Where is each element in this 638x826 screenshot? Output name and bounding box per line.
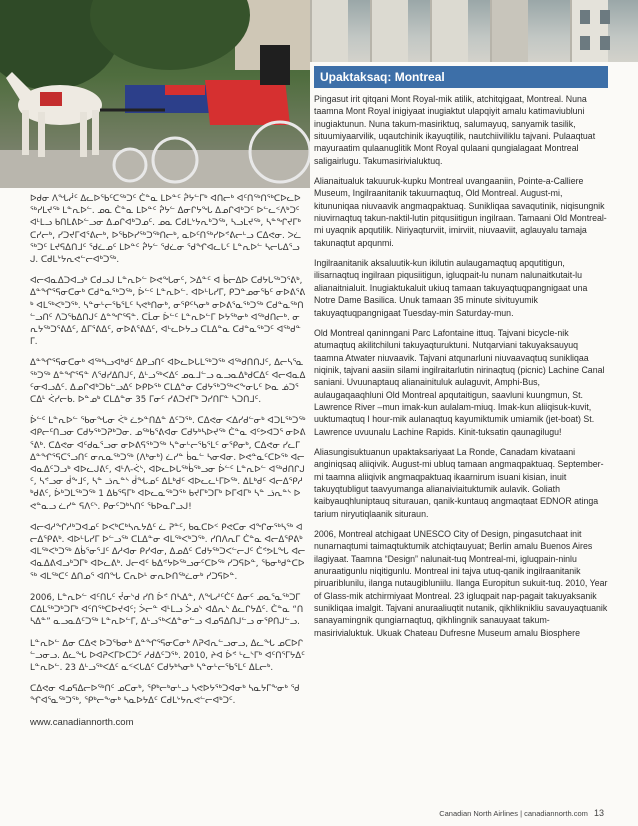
page-number: 13: [593, 808, 604, 818]
article-paragraph: Old Montreal qaninngani Parc Lafontaine ittuq. Tajvani bicycle-nik atumaqtuq akilitchiluni takuyaqturuktuni. Nutqarviani takuyaksauyuq taamna Atwater niuvaavik. Tajvani atqunarluni niuvaavaqtuq sunikliqaa niqinik, tajvani aasiin silami ingilraitarlutin nirinaqtuq (picnic) Lachine Canal saniani. Uvuunaptauq alianainituluk aulaguvit, Amphi-Bus, aulaugaqaaqhluni Old Montreal apqutaitigun, saavluni kuungmun, St. Lawrence River –mun imak-kun aulalam-miuq. Imak-kun aliiqisuk-kuvit, uuktumaqtuq I hour-mik aulanaqtuq kayumiktumik umiamik (jet-boat) St. Lawrence uvuunalu Lachine Rapids. Kinit-tuksatin qaunagilugu!: [314, 327, 605, 437]
page-footer: [439, 808, 604, 818]
syllabics-paragraph: ᐊᓕᐊᓱᖏᓱᒃᑐᐊᓄᑦ ᐅᐸᒃᑕᒃᓴᕆᔭᐃᑦ ᓛ ᕈᓐᑦ, ᑲᓇᑕᐅᑉ ᑭᕙᑕᓂ ᐊᖏᓂᖅᓴᖅ ᐊᓕᐃᕿᕕᒃ. ᐊᐅᒡᒐᓯᒥ ᐅᓪᓗᖅ ᑕᒪᐃᓐᓂ ᐊᒪᖅᐸᒃᑐᖅ. ᓯᑎᐱᕆᒥ ᑖᓐᓇ ᐊᓕᐃᕿᕕᒃ ᐊᒪᖅᐸᒃᑐᖅ ᐃᑳᕐᓂᕐᒧᑦ ᐃᓱᐊᓂ ᑭᓯᐊᓂ, ᐃᓄᐃᑦ ᑕᑯᔭᖅᑐᐸᓪᓕᒍᑦ ᑖᕝᕗᒪᖓ ᐊᓕᐊᓇᐃᕕᐊᓗᒃᑐᒥᒃ ᐊᐅᓚᕕᒃ. ᒍᓕᐊᑦ ᑲᐃᕝᔭᐅᖅᓗᓂᑦᑕᐅᖅ ᓯᑐᕋᐅᓐ, ᖃᓂᒃᑯᓐᑕᐅᖅ ᐊᒪᖅᑕᑦ ᐃᑎᓄᕐ ᐊᑎᖓ ᑕᕆᐅᒻ ᓂᕆᐅᑎᖅᓛᓂᒃ ᓯᑐᕋᐅᓐ.: [30, 522, 306, 582]
syllabics-paragraph: ᑕᐃᕙᓂ ᐊᓄᕋᐃᓕᐅᖅᑎᑦ ᓄᑕᓂᒃ, ᕿᒃᓕᒃᓂᒡᓗ ᓴᕙᐅᔭᖅᑐᐊᓂᒃ ᓴᓇᔭᒥᖕᓂᒃ ᖁᖏᐊᕐᓇᖅᑐᖅ, ᕿᒃᓕᖕᓂᒃ ᓴᓇᐅᔭᐃᑦ ᑕᑯᒪᔾᔭᕆᕙᓪᓕᐊᒃᑐᑦ.: [30, 684, 300, 707]
horse-carriage-photo: [0, 0, 310, 188]
syllabics-paragraph: 2006, ᒪᓐᕆᐅᓪ ᐊᑦᑎᒐᑦ ᔫᓂᔅᑯ ᓯᑎ ᐆᕝ ᑎᓴᐃᓐ, ᐱᖓᓱᑦᑖᑦ ᐃᓂᑦ ᓄᓇᕐᓇᖅᑐᒥ ᑕᐃᒪᖅᑐᒃᑐᒥᒃ ᐊᑦᑎᖅᑕᐅᔪᐊᑦ; ᐴᓕᓐ ᐊᒻᒪᓗ ᐴᓄᔅ ᐊᐃᕆᔅ ᐃᓚᒋᔭᐃᑦ. ᑖᓐᓇ “ᑎᓴᐃᓐ” ᓇᓗᓇᐃᑦᑐᖅ ᒪᓐᕆᐅᓪᒥ, ᐃᒡᓗᖅᐸᐃᓐᓂᓪᓗ ᐊᓄᕋᐃᑎᒍᓪᓗ ᓂᕿᑎᒍᓪᓗ.: [30, 592, 304, 628]
website-link[interactable]: www.canadiannorth.com: [30, 716, 134, 728]
article-heading: Upaktaksaq: Montreal: [314, 66, 608, 88]
footer-brand: Canadian North Airlines | canadiannorth.com: [439, 809, 588, 818]
syllabics-column: [30, 193, 306, 728]
syllabics-paragraph: ᐃᓐᖏᕐᕋᓂᑕᓂᒃ ᐊᖅᓴᓗᐊᒃᑯᑦ ᐃᑭᓗᑎᑦ ᐊᐅᓚᐅᒐᒪᖅᑐᖅ ᐊᖅᑯᑎᑎᒍᑦ, ᐃᓕᓴᕐᓇᖅᑐᖅ ᐃᓐᖏᕐᕋᓐ ᐱᖁᓯᐃᑎᒍᑦ, ᐃᒡᓗᖅᐸᐃᑦ ᓄᓇᒧᓪᓗ ᓇᓗᓇᐃᒃᑯᑕᐃᑦ ᐊᓕᐊᓇᐃᑦᓂᐊᓗᐃᑦ. ᐃᓄᒋᐊᒃᑐᑲᓪᓗᐃᑦ ᐅᑭᐅᖅ ᑕᒪᐃᓐᓂ ᑕᑯᔭᖅᑐᖅᐸᖕᓂᒐᑦ ᐅᓇ ᓅᑐᕐ ᑕᐃᒻ ᐹᓯᓕᑲ. ᐅᓐᓄᒃ ᑕᒪᐃᓐᓂ 35 ᒥᓂᑦ ᓯᕕᑐᔪᒥᒃ ᑐᓯᑎᒥᓐ ᓴᑐᑎᒧᑦ.: [30, 358, 306, 406]
carriage-illustration: [0, 0, 310, 188]
article-paragraph: Pingasut irit qitqani Mont Royal-mik atilik, atchitqigaat, Montreal. Nuna taamna Mont Royal inigiyaat inugiaktut ulapqiyit amalu katimaviubluni inugiaktunun. Nuna takum-masiriktuq, salumayuq, sanyamik tasilik, situumiyaarvilik, uqautchinik ikayuqtilik, nautchiiviliklu tajvani. Pulaaqtuat mayuraatim qulaanuglitik Mont Royal qulaani qungialagaat Montreal saligairlugu. Takumasirivialuktuq.: [314, 94, 596, 166]
syllabics-paragraph: ᒪᓐᕆᐅᓪ ᐃᓂ ᑕᐃᕙ ᐅᑐᖃᓂᒃ ᐃᓐᖏᕐᕋᓂᑕᓂᒃ ᐱᕈᐊᕆᓪᓗᓂᓗ, ᐃᓚᖓ ᓄᑕᐅᒋᓪᓗᓂᓗ. ᐃᓚᖓ ᐅᐊᕈᐸᒥᐅᑕᑐᑦ ᓱᑯᐃᑦᑐᖅ. 2010, ᔨᐊ ᐆᕝ ᒡᓚᔅᒥᒃ ᐊᑦᑎᕐᒥᔭᐃᑦ ᒪᓐᕆᐅᓪ. 23 ᐃᒡᓗᖅᐸᐃᑦ ᓇᑉᐸᒐᐃᑦ ᑕᑯᔭᒃᓴᓂᒃ ᓴᓐᓂᒡᓕᖃᕐᒪᑦ ᐃᒪᓕᒃ.: [30, 638, 305, 673]
article-paragraph: Aliasungisuktuanun upaktaksariyaat La Ronde, Canadam kivataani anginiqsaq aliiqivik. August-mi ubluq tamaan angmaqpaktuaq. September-mi taamna aliiqivik angmaqpaktuaq ikaarnirum isuani kisian, inuit takuyqtubligut taavyumanga alianaiviaituktumik aulavik. Goliath kaibyauqhluniptauq siturauan, qanik-kuntauq angmaqtaat EDNOR atinga tarium niryutiqlaanik situraun.: [314, 446, 604, 519]
article-column: [314, 66, 608, 647]
syllabics-paragraph: ᐅᑯᓂ ᐱᖓᓲᑦ ᐃᓚᐅᖃᑦᑕᖅᑐᑦ ᑖᓐᓇ ᒪᐅᓐᑦ ᕉᔭᓪᒥᒃ ᐊᑎᓕᒃ ᐊᑦᑎᖅᑎᖅᑕᐅᓚᐅᖅᓯᒪᔪᖅ ᒪᓐᕆᐅᓪ. ᓄᓇ ᑖᓐᓇ ᒪᐅᓐᑦ ᕉᔭᓪ ᐃᓂᒋᔭᖓ ᐃᓄᒋᐊᒃᑐᑦ ᐅᓪᓚᑉᐱᒃᑐᑦ ᐊᒻᒪᓗ ᑲᑎᒪᕕᐅᓪᓗᓂ ᐃᓄᒋᐊᒃᑐᓄᑦ. ᓄᓇ ᑕᑯᒪᔾᔭᕆᒃᑐᖅ, ᓴᓗᒪᔪᖅ, ᓴᓐᖏᔪᒥᒃ ᑕᓯᓕᒃ, ᓯᑐᔪᒥᐊᕐᕕᓕᒃ, ᐅᖃᐅᓯᖅᑐᖅᑎᓕᒃ, ᓇᐅᑦᑎᖅᓯᐅᕝᕕᓕᒡᓗ ᑕᐃᕙᓂ. ᐳᓛᖅᑐᑦ ᒪᔪᕋᐃᑎᒧᑦ ᖁᓛᓄᑦ ᒪᐅᓐᑦ ᕉᔭᓪ ᖁᓛᓂ ᖁᖏᐊᓚᒐᑦ ᒪᓐᕆᐅᓪ ᓴᓕᒐᐃᕐᓗᒍ. ᑕᑯᒪᔾᔭᕆᕙᓪᓕᐊᒃᑐᖅ.: [30, 194, 302, 266]
article-paragraph: Alianaitualuk takuuruk-kupku Montreal uvangaaniin, Pointe-a-Calliere Museum, Ingilraanitanik takuurnaqtuq, Old Montreal. August-mi, kitununiqaa niuvaavik angmaqpaktuaq. Sunikliqaa savaqutinik, niqisungnik niuvirnaqtuq takun-naktil-lutin pitqusiitigun ingilraan. Tamaani Old Montreal-mi uyaqnik apqutilik. Niriyaqturviit, imirviit, niuvaaviit, aglauyalu tamaja takunaqtut apqunmi.: [314, 176, 607, 248]
city-building-photo: [310, 0, 638, 62]
syllabics-paragraph: ᐊᓕᐊᓇᐃᑐᐊᓗᒃ ᑕᑯᓗᒍ ᒪᓐᕆᐅᓪ ᐅᕙᖓᓂᑦ, ᐳᐃᓐᑦ ᐊ ᑳᓕᐃᐅ ᑕᑯᔭᒐᖅᑐᕐᕕᒃ, ᐃᓐᖏᕐᕋᓂᑕᓂᒃ ᑕᑯᓐᓇᖅᑐᖅ, ᐆᓪᑦ ᒪᓐᕆᐅᓪ. ᐊᐅᒡᒐᓯᒥ, ᑭᑐᓐᓄᓂᖃᑦ ᓂᐅᕕᕐᕕᒃ ᐊᒪᖅᐸᒃᑐᖅ. ᓴᓐᓂᒡᓕᖃᕐᒪᑦ ᓴᕙᒃᑎᓂᒃ, ᓂᕿᑦᓴᓂᒃ ᓂᐅᕕᕐᓇᖅᑐᖅ ᑕᑯᓐᓇᖅᑎᓪᓗᑎᑦ ᐱᑐᖃᐃᑎᒍᑦ ᐃᓐᖏᕐᕋᓐ. ᑕᒫᓂ ᐆᓪᑦ ᒪᓐᕆᐅᓪᒥ ᐅᔭᖅᓂᒃ ᐊᖅᑯᑎᓕᒃ. ᓂᕆᔭᖅᑐᕐᕕᐃᑦ, ᐃᒥᕐᕕᐃᑦ, ᓂᐅᕕᕐᕕᐃᑦ, ᐊᒡᓚᐅᔭᓗ ᑕᒪᐃᓐᓇ ᑕᑯᓐᓇᖅᑐᑦ ᐊᖅᑯᓐᒥ.: [30, 276, 306, 348]
article-paragraph: 2006, Montreal atchigaat UNESCO City of Design, pingasutchaat init nunarnaqtumi taimaqtuktumik atchiqtauyuat; Berlin amalu Buenos Aires ilagiyaat. Taamna “Design” nalunait-tuq Montreal-mi, igluqpain-ninlu anuraatigunlu niqitigunlu. Montreal ini tajva utuq-qanik ingilraanitanik piruariblunilu, ilanga nutaugibluniilu. Ilanga Europitun sukuit-tuq. 2010, Year of Glass-mik atchirmiyaat Montreal. 23 igluqpait nap-pagait takuyaksanik sunikliqaa imalgit. Tajvani anuraaliuqtit nutanik, qikhliknikliu savauyaqtuanik sanayamingnik qungiarnaqtuq, qikhlingnik sanauyaat takum-masirivialuktuk. Ukuak Chateau Dufresne Museum amalu Biosphere: [314, 529, 608, 638]
syllabics-paragraph: ᐆᓪᑦ ᒪᓐᕆᐅᓪ ᖃᓂᖓᓂ ᐹᒃ ᓛᕗᓐᑎᐃᓐ ᐃᑦᑐᖅ. ᑕᐃᕙᓂ ᐸᐃᓯᑯᓪᓂᒃ ᐊᑐᒪᖅᑐᖅ ᐊᑭᓕᑦᑎᓗᓂ ᑕᑯᔭᖅᑐᕈᒃᑐᓂ. ᓄᖅᑲᕐᕕᐊᓂ ᑕᑯᔭᒃᓴᐅᔪᖅ ᑖᓐᓇ ᐊᑦᕗᐊᑐᕐ ᓂᐅᕕᕐᕕᒃ. ᑕᐃᕙᓂ ᐊᑦᑯᓇᕐᓗᓂ ᓂᐅᕕᕋᖅᑐᖅ ᓴᓐᓂᒡᓕᖃᕐᒪᑦ ᓂᕿᓂᒃ, ᑕᐃᕙᓂ ᓯᓚᒥ ᐃᓐᖏᕐᕋᑕᕐᓗᑎᑦ ᓂᕆᓇᖅᑐᖅ (ᐱᒃᓂᒃ) ᓛᓯᓐ ᑳᓇᓪ ᓴᓂᐊᓂ. ᐅᕙᓐᓇᑦᑕᐅᖅ ᐊᓕᐊᓇᐃᑦᑐᓗᒃ ᐊᐅᓚᒍᕕᑦ, ᐊᒻᐱ-ᐹᔅ, ᐊᐅᓚᐅᒐᖅᑳᖅᓗᓂ ᐆᓪᑦ ᒪᓐᕆᐅᓪ ᐊᖅᑯᑎᒋᒍᑦ, ᓴᕝᓗᓂ ᑰᖕᒧᑦ, ᓴᓐ ᓘᕆᓐᔅ ᑰᖓᓄᑦ ᐃᒪᒃᑯᑦ ᐊᐅᓚᓚᒻᒥᐅᖅ. ᐃᒪᒃᑯᑦ ᐊᓕᐃᕿᓱᒃᑯᕕᑦ, ᐆᒃᑐᒪᖅᑐᖅ 1 ᐃᑲᕐᕋᒥᒃ ᐊᐅᓚᓇᖅᑐᖅ ᑲᔪᒥᒃᑐᒥᒃ ᐅᒥᐊᒥᒃ ᓴᓐ ᓘᕆᓐᔅ ᐅᕙᓐᓇᓗ ᓛᓯᓐ ᕋᐱᑦᔅ. ᑭᓂᑦᑐᒃᓴᑎᑦ ᖃᐅᓇᒋᓗᒍ!: [30, 416, 306, 512]
article-paragraph: Ingilraanitanik aksaluutik-kun ikilutin aulaugamaqtuq apqutitigun, ilisarnaqtuq ingilraan piqusiitigun, igluqpait-lu nunam nalunaitkutait-lu alianaitnialuit. Inugiaktukaluit ukiuq tamaan takuyaqtuqpangnigaat una Notre Dame Basilica. Unuk tamaan 35 minute sivituyumik takuyaqtuqpangnigaat Tuesday-min Saturday-mun.: [314, 258, 588, 318]
